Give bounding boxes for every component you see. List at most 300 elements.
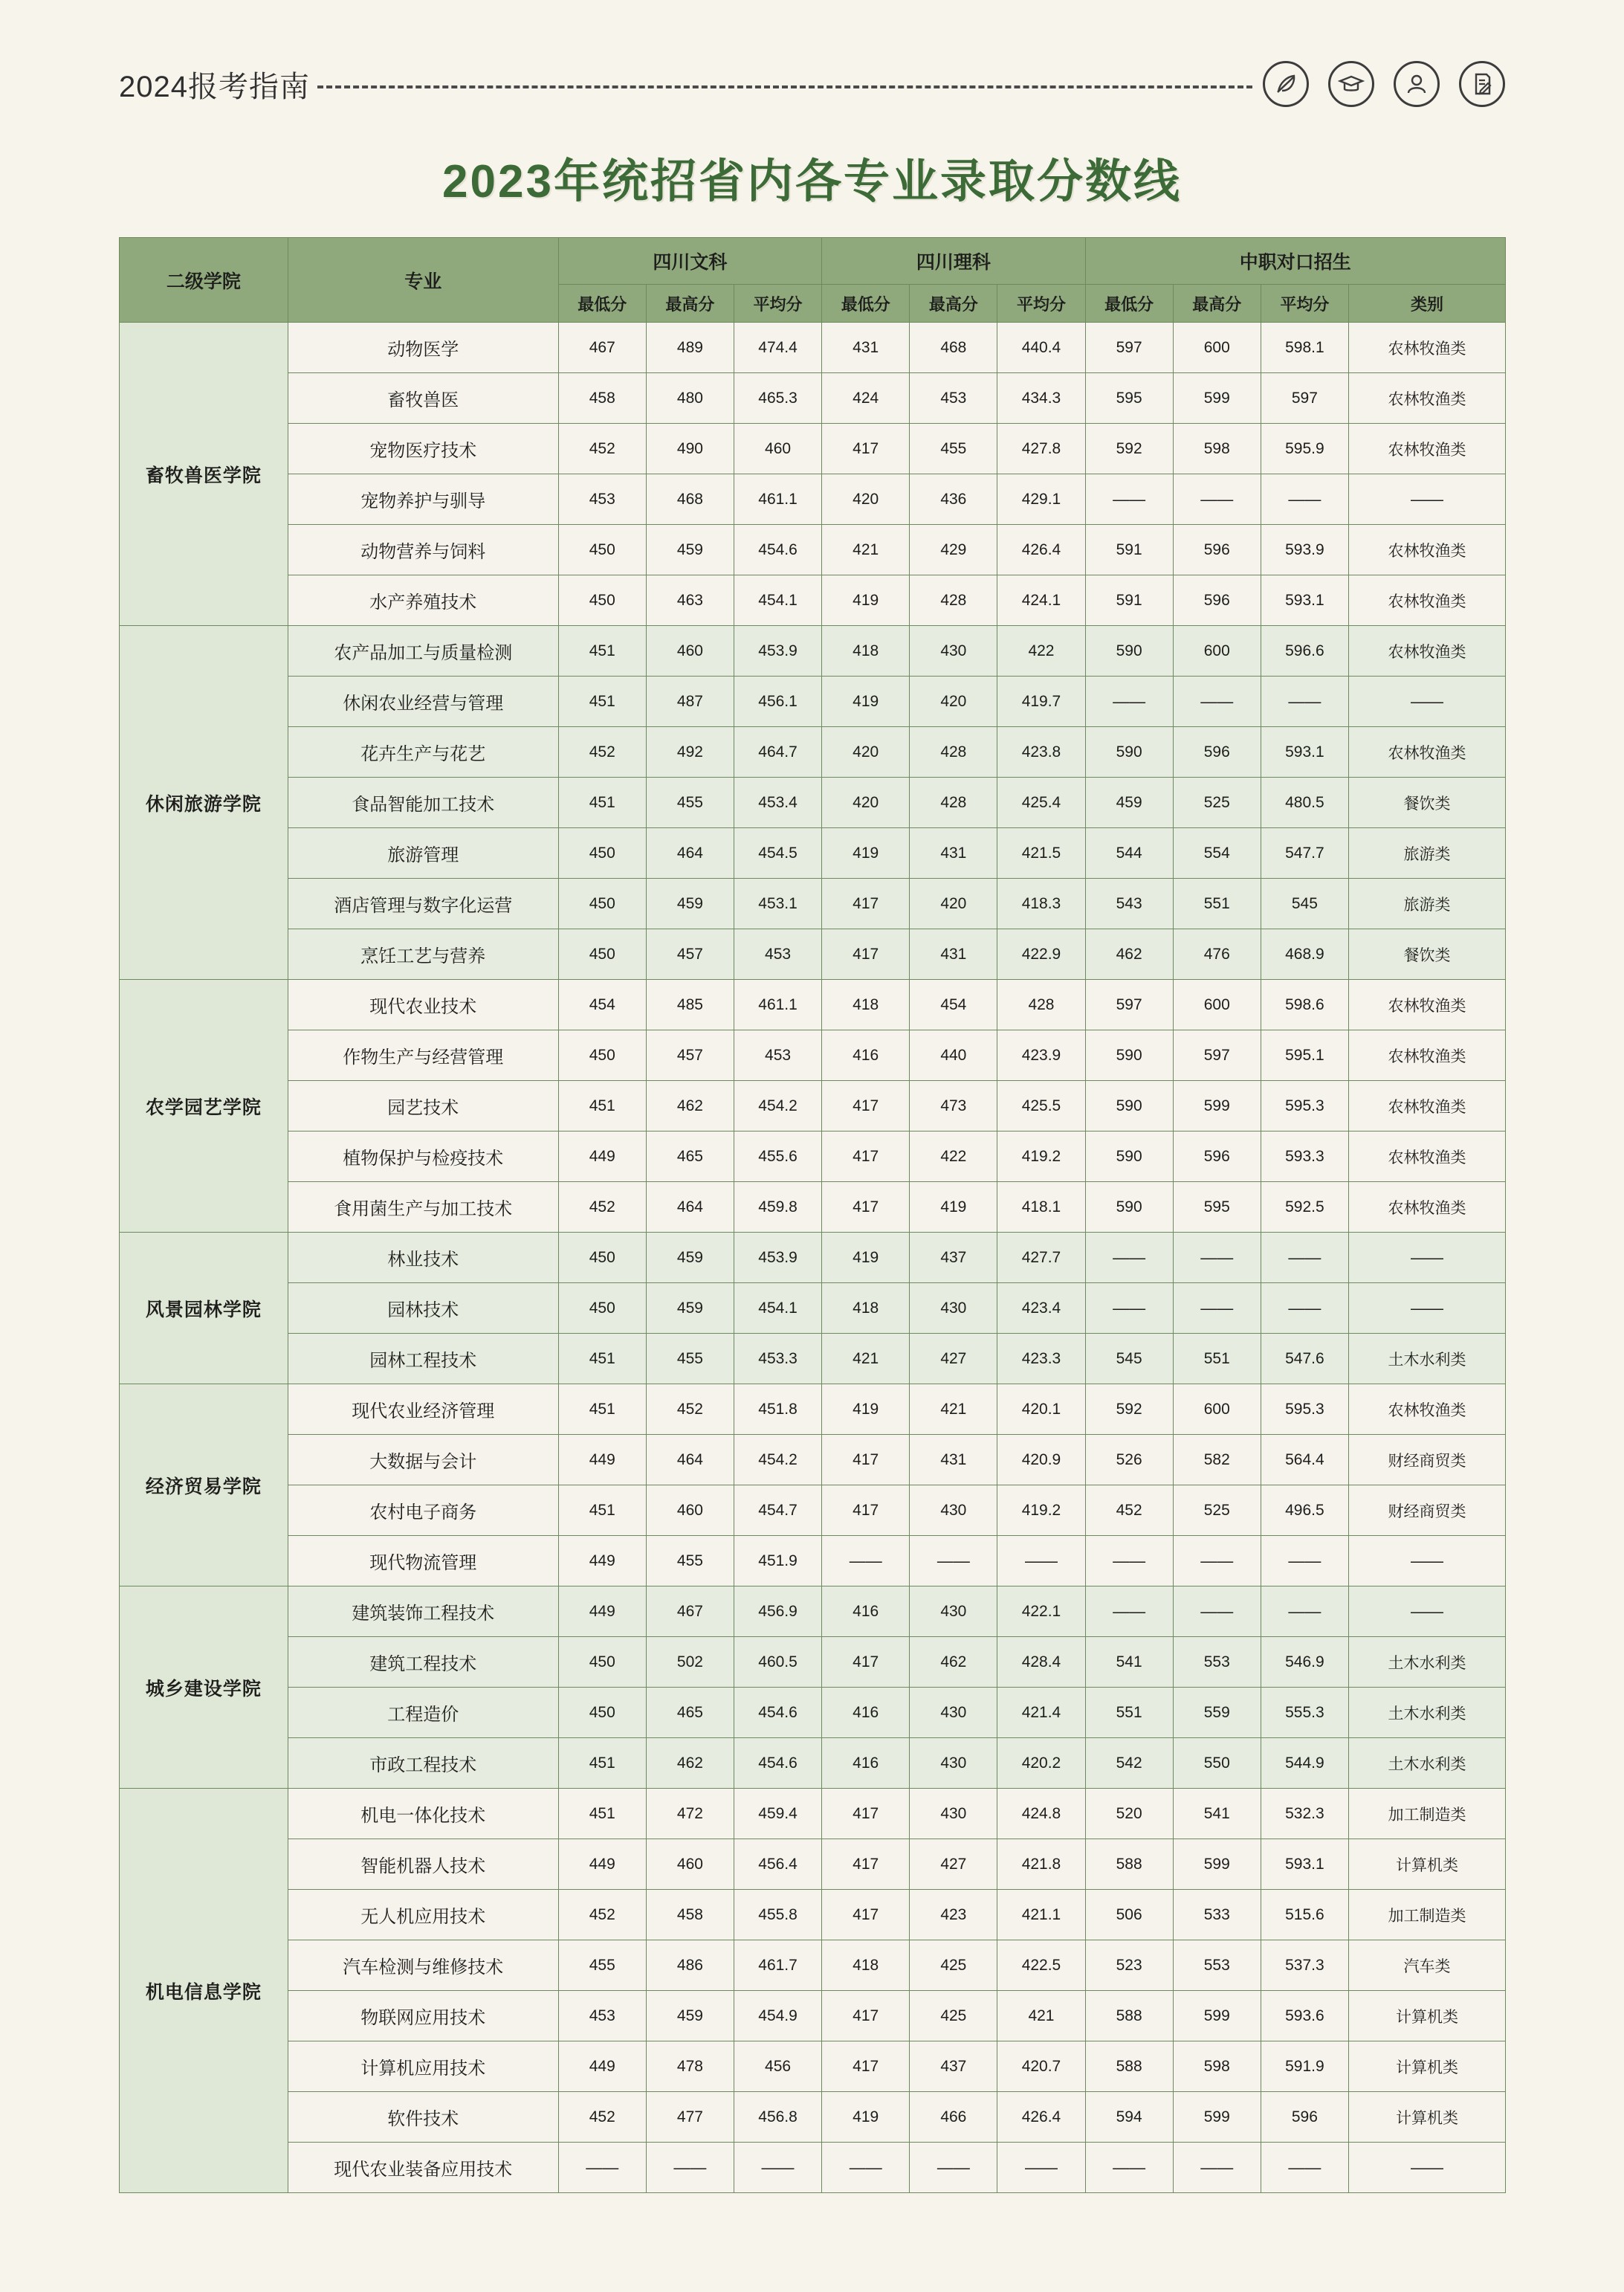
category-cell: 农林牧渔类 (1348, 373, 1505, 424)
zhongzhi-min-cell: —— (1085, 1536, 1173, 1586)
zhongzhi-avg-cell: 591.9 (1261, 2041, 1348, 2092)
zhongzhi-min-cell: 594 (1085, 2092, 1173, 2143)
wenke-avg-cell: 455.6 (734, 1132, 821, 1182)
zhongzhi-max-cell: —— (1173, 1283, 1261, 1334)
wenke-avg-cell: 456.1 (734, 677, 821, 727)
like-max-cell: 422 (910, 1132, 997, 1182)
zhongzhi-max-cell: 476 (1173, 929, 1261, 980)
college-cell: 畜牧兽医学院 (120, 323, 288, 626)
header-title: 2024报考指南 (119, 70, 310, 103)
category-cell: —— (1348, 1536, 1505, 1586)
wenke-avg-cell: 454.2 (734, 1081, 821, 1132)
zhongzhi-max-cell: 596 (1173, 575, 1261, 626)
category-cell: 农林牧渔类 (1348, 424, 1505, 474)
table-row (120, 929, 1506, 980)
table-row (120, 373, 1506, 424)
major-cell: 园林技术 (288, 1283, 558, 1334)
zhongzhi-avg-cell: 593.1 (1261, 575, 1348, 626)
category-cell: 农林牧渔类 (1348, 980, 1505, 1030)
like-min-cell: 417 (822, 1789, 910, 1839)
wenke-max-cell: 465 (646, 1132, 734, 1182)
th-group-like: 四川理科 (822, 238, 1085, 285)
wenke-min-cell: 451 (558, 1081, 646, 1132)
wenke-avg-cell: 460.5 (734, 1637, 821, 1688)
category-cell: 土木水利类 (1348, 1334, 1505, 1384)
wenke-min-cell: 452 (558, 1890, 646, 1940)
college-cell: 机电信息学院 (120, 1789, 288, 2193)
major-cell: 林业技术 (288, 1233, 558, 1283)
wenke-avg-cell: 461.1 (734, 474, 821, 525)
table-row (120, 1688, 1506, 1738)
zhongzhi-max-cell: 596 (1173, 727, 1261, 778)
major-cell: 现代物流管理 (288, 1536, 558, 1586)
wenke-min-cell: 451 (558, 1384, 646, 1435)
th-group-wenke: 四川文科 (558, 238, 821, 285)
like-min-cell: 419 (822, 1384, 910, 1435)
zhongzhi-min-cell: —— (1085, 1283, 1173, 1334)
category-cell: 计算机类 (1348, 1991, 1505, 2041)
wenke-max-cell: 487 (646, 677, 734, 727)
category-cell: —— (1348, 2143, 1505, 2193)
table-row (120, 1839, 1506, 1890)
like-min-cell: —— (822, 2143, 910, 2193)
wenke-avg-cell: 455.8 (734, 1890, 821, 1940)
zhongzhi-avg-cell: 597 (1261, 373, 1348, 424)
wenke-avg-cell: 454.9 (734, 1991, 821, 2041)
wenke-max-cell: 502 (646, 1637, 734, 1688)
wenke-avg-cell: 456.8 (734, 2092, 821, 2143)
like-max-cell: 430 (910, 1283, 997, 1334)
like-min-cell: 418 (822, 1283, 910, 1334)
like-avg-cell: 440.4 (997, 323, 1085, 373)
like-avg-cell: 422.9 (997, 929, 1085, 980)
zhongzhi-avg-cell: 545 (1261, 879, 1348, 929)
like-avg-cell: 421.8 (997, 1839, 1085, 1890)
like-max-cell: 431 (910, 1435, 997, 1485)
category-cell: 农林牧渔类 (1348, 575, 1505, 626)
zhongzhi-min-cell: 591 (1085, 575, 1173, 626)
category-cell: 农林牧渔类 (1348, 727, 1505, 778)
zhongzhi-avg-cell: 547.7 (1261, 828, 1348, 879)
wenke-max-cell: 485 (646, 980, 734, 1030)
zhongzhi-max-cell: 525 (1173, 1485, 1261, 1536)
zhongzhi-min-cell: 506 (1085, 1890, 1173, 1940)
major-cell: 作物生产与经营管理 (288, 1030, 558, 1081)
wenke-avg-cell: 454.7 (734, 1485, 821, 1536)
category-cell: —— (1348, 474, 1505, 525)
wenke-min-cell: 449 (558, 1132, 646, 1182)
major-cell: 汽车检测与维修技术 (288, 1940, 558, 1991)
table-row (120, 1081, 1506, 1132)
graduation-cap-icon (1328, 61, 1374, 107)
like-avg-cell: 429.1 (997, 474, 1085, 525)
like-min-cell: 416 (822, 1030, 910, 1081)
major-cell: 植物保护与检疫技术 (288, 1132, 558, 1182)
like-max-cell: 466 (910, 2092, 997, 2143)
like-max-cell: 430 (910, 1485, 997, 1536)
zhongzhi-min-cell: 590 (1085, 1132, 1173, 1182)
wenke-min-cell: 454 (558, 980, 646, 1030)
zhongzhi-min-cell: 544 (1085, 828, 1173, 879)
table-row (120, 1890, 1506, 1940)
like-min-cell: 417 (822, 1485, 910, 1536)
zhongzhi-min-cell: 542 (1085, 1738, 1173, 1789)
zhongzhi-max-cell: 533 (1173, 1890, 1261, 1940)
zhongzhi-avg-cell: 515.6 (1261, 1890, 1348, 1940)
like-max-cell: 419 (910, 1182, 997, 1233)
zhongzhi-min-cell: 590 (1085, 727, 1173, 778)
zhongzhi-max-cell: 541 (1173, 1789, 1261, 1839)
zhongzhi-avg-cell: 532.3 (1261, 1789, 1348, 1839)
wenke-avg-cell: 456.9 (734, 1586, 821, 1637)
major-cell: 现代农业技术 (288, 980, 558, 1030)
zhongzhi-max-cell: 599 (1173, 1991, 1261, 2041)
zhongzhi-min-cell: 590 (1085, 1081, 1173, 1132)
category-cell: 计算机类 (1348, 2092, 1505, 2143)
like-avg-cell: 420.9 (997, 1435, 1085, 1485)
table-row (120, 1283, 1506, 1334)
zhongzhi-avg-cell: —— (1261, 1283, 1348, 1334)
wenke-min-cell: 451 (558, 1485, 646, 1536)
wenke-min-cell: 449 (558, 1435, 646, 1485)
zhongzhi-max-cell: —— (1173, 1536, 1261, 1586)
like-max-cell: 437 (910, 2041, 997, 2092)
like-min-cell: 417 (822, 424, 910, 474)
wenke-max-cell: 463 (646, 575, 734, 626)
zhongzhi-avg-cell: 468.9 (1261, 929, 1348, 980)
like-avg-cell: 421 (997, 1991, 1085, 2041)
wenke-min-cell: 467 (558, 323, 646, 373)
major-cell: 智能机器人技术 (288, 1839, 558, 1890)
wenke-avg-cell: 453.3 (734, 1334, 821, 1384)
like-avg-cell: 418.1 (997, 1182, 1085, 1233)
like-min-cell: 420 (822, 727, 910, 778)
zhongzhi-max-cell: —— (1173, 2143, 1261, 2193)
like-avg-cell: 423.3 (997, 1334, 1085, 1384)
zhongzhi-min-cell: 543 (1085, 879, 1173, 929)
wenke-min-cell: 450 (558, 1030, 646, 1081)
zhongzhi-max-cell: 595 (1173, 1182, 1261, 1233)
th-zhongzhi-avg: 平均分 (1261, 285, 1348, 323)
zhongzhi-min-cell: 588 (1085, 2041, 1173, 2092)
zhongzhi-avg-cell: 595.1 (1261, 1030, 1348, 1081)
zhongzhi-avg-cell: 593.6 (1261, 1991, 1348, 2041)
zhongzhi-min-cell: —— (1085, 677, 1173, 727)
major-cell: 园林工程技术 (288, 1334, 558, 1384)
like-avg-cell: 424.1 (997, 575, 1085, 626)
wenke-avg-cell: 453 (734, 1030, 821, 1081)
wenke-avg-cell: 459.4 (734, 1789, 821, 1839)
like-max-cell: 430 (910, 626, 997, 677)
zhongzhi-avg-cell: 480.5 (1261, 778, 1348, 828)
wenke-avg-cell: 474.4 (734, 323, 821, 373)
header-icon-group (1263, 61, 1505, 107)
wenke-max-cell: 459 (646, 525, 734, 575)
zhongzhi-min-cell: —— (1085, 1586, 1173, 1637)
wenke-avg-cell: 453.1 (734, 879, 821, 929)
zhongzhi-min-cell: 526 (1085, 1435, 1173, 1485)
wenke-avg-cell: 459.8 (734, 1182, 821, 1233)
zhongzhi-max-cell: 551 (1173, 879, 1261, 929)
table-row (120, 1991, 1506, 2041)
like-avg-cell: 428.4 (997, 1637, 1085, 1688)
major-cell: 烹饪工艺与营养 (288, 929, 558, 980)
wenke-min-cell: 452 (558, 727, 646, 778)
zhongzhi-min-cell: 590 (1085, 1030, 1173, 1081)
major-cell: 宠物养护与驯导 (288, 474, 558, 525)
wenke-min-cell: 450 (558, 575, 646, 626)
major-cell: 软件技术 (288, 2092, 558, 2143)
page-header (119, 0, 1505, 110)
zhongzhi-avg-cell: 595.3 (1261, 1081, 1348, 1132)
like-avg-cell: 419.2 (997, 1485, 1085, 1536)
like-min-cell: 417 (822, 1081, 910, 1132)
zhongzhi-max-cell: 553 (1173, 1637, 1261, 1688)
wenke-min-cell: —— (558, 2143, 646, 2193)
table-row (120, 2143, 1506, 2193)
wenke-avg-cell: 451.9 (734, 1536, 821, 1586)
wenke-min-cell: 450 (558, 525, 646, 575)
table-row (120, 474, 1506, 525)
like-avg-cell: 427.7 (997, 1233, 1085, 1283)
major-cell: 建筑工程技术 (288, 1637, 558, 1688)
leaf-icon (1263, 61, 1309, 107)
wenke-avg-cell: 453.9 (734, 1233, 821, 1283)
zhongzhi-avg-cell: 547.6 (1261, 1334, 1348, 1384)
like-avg-cell: 422.1 (997, 1586, 1085, 1637)
like-avg-cell: 420.1 (997, 1384, 1085, 1435)
zhongzhi-min-cell: 523 (1085, 1940, 1173, 1991)
table-row (120, 2092, 1506, 2143)
like-min-cell: 417 (822, 1839, 910, 1890)
zhongzhi-min-cell: 597 (1085, 323, 1173, 373)
like-avg-cell: 428 (997, 980, 1085, 1030)
wenke-avg-cell: 464.7 (734, 727, 821, 778)
like-max-cell: 425 (910, 1940, 997, 1991)
like-avg-cell: 419.2 (997, 1132, 1085, 1182)
zhongzhi-min-cell: 591 (1085, 525, 1173, 575)
zhongzhi-max-cell: —— (1173, 1233, 1261, 1283)
wenke-max-cell: 459 (646, 879, 734, 929)
wenke-max-cell: 480 (646, 373, 734, 424)
college-cell: 城乡建设学院 (120, 1586, 288, 1789)
wenke-min-cell: 452 (558, 1182, 646, 1233)
like-avg-cell: 425.5 (997, 1081, 1085, 1132)
th-zhongzhi-max: 最高分 (1173, 285, 1261, 323)
th-group-zhongzhi: 中职对口招生 (1085, 238, 1505, 285)
wenke-min-cell: 451 (558, 677, 646, 727)
category-cell: —— (1348, 1233, 1505, 1283)
like-avg-cell: 419.7 (997, 677, 1085, 727)
zhongzhi-avg-cell: 593.9 (1261, 525, 1348, 575)
category-cell: 农林牧渔类 (1348, 1132, 1505, 1182)
zhongzhi-avg-cell: 496.5 (1261, 1485, 1348, 1536)
wenke-avg-cell: 453.4 (734, 778, 821, 828)
zhongzhi-max-cell: 596 (1173, 1132, 1261, 1182)
zhongzhi-avg-cell: —— (1261, 1586, 1348, 1637)
like-min-cell: 417 (822, 1132, 910, 1182)
wenke-max-cell: 490 (646, 424, 734, 474)
wenke-max-cell: —— (646, 2143, 734, 2193)
college-cell: 休闲旅游学院 (120, 626, 288, 980)
wenke-max-cell: 458 (646, 1890, 734, 1940)
category-cell: 财经商贸类 (1348, 1435, 1505, 1485)
like-avg-cell: 423.8 (997, 727, 1085, 778)
like-min-cell: 417 (822, 929, 910, 980)
like-min-cell: 417 (822, 2041, 910, 2092)
wenke-min-cell: 451 (558, 1738, 646, 1789)
table-row (120, 828, 1506, 879)
zhongzhi-min-cell: 588 (1085, 1839, 1173, 1890)
like-min-cell: 419 (822, 575, 910, 626)
major-cell: 畜牧兽医 (288, 373, 558, 424)
table-row (120, 1233, 1506, 1283)
major-cell: 动物营养与饲料 (288, 525, 558, 575)
zhongzhi-max-cell: 554 (1173, 828, 1261, 879)
wenke-avg-cell: 461.7 (734, 1940, 821, 1991)
like-max-cell: —— (910, 2143, 997, 2193)
score-table (119, 237, 1506, 2193)
zhongzhi-avg-cell: —— (1261, 1536, 1348, 1586)
like-avg-cell: 420.7 (997, 2041, 1085, 2092)
zhongzhi-max-cell: 596 (1173, 525, 1261, 575)
like-min-cell: 416 (822, 1738, 910, 1789)
like-avg-cell: 427.8 (997, 424, 1085, 474)
major-cell: 现代农业经济管理 (288, 1384, 558, 1435)
like-min-cell: 419 (822, 2092, 910, 2143)
table-row (120, 323, 1506, 373)
category-cell: 土木水利类 (1348, 1738, 1505, 1789)
th-like-max: 最高分 (910, 285, 997, 323)
like-max-cell: 436 (910, 474, 997, 525)
like-max-cell: 430 (910, 1738, 997, 1789)
zhongzhi-max-cell: 597 (1173, 1030, 1261, 1081)
zhongzhi-avg-cell: 555.3 (1261, 1688, 1348, 1738)
major-cell: 水产养殖技术 (288, 575, 558, 626)
like-avg-cell: 424.8 (997, 1789, 1085, 1839)
major-cell: 旅游管理 (288, 828, 558, 879)
zhongzhi-min-cell: 541 (1085, 1637, 1173, 1688)
th-zhongzhi-min: 最低分 (1085, 285, 1173, 323)
like-avg-cell: 421.1 (997, 1890, 1085, 1940)
table-row (120, 1384, 1506, 1435)
wenke-avg-cell: 460 (734, 424, 821, 474)
wenke-avg-cell: 454.1 (734, 575, 821, 626)
major-cell: 物联网应用技术 (288, 1991, 558, 2041)
wenke-min-cell: 458 (558, 373, 646, 424)
zhongzhi-min-cell: 520 (1085, 1789, 1173, 1839)
like-min-cell: 419 (822, 828, 910, 879)
wenke-max-cell: 455 (646, 778, 734, 828)
document-pen-icon (1459, 61, 1505, 107)
category-cell: 汽车类 (1348, 1940, 1505, 1991)
table-row (120, 525, 1506, 575)
category-cell: 加工制造类 (1348, 1789, 1505, 1839)
major-cell: 动物医学 (288, 323, 558, 373)
wenke-min-cell: 450 (558, 1283, 646, 1334)
category-cell: 餐饮类 (1348, 778, 1505, 828)
like-avg-cell: 434.3 (997, 373, 1085, 424)
like-max-cell: 428 (910, 575, 997, 626)
wenke-avg-cell: 454.6 (734, 525, 821, 575)
page-title: 2023年统招省内各专业录取分数线 (442, 156, 1182, 207)
category-cell: 计算机类 (1348, 2041, 1505, 2092)
table-row (120, 727, 1506, 778)
zhongzhi-min-cell: 462 (1085, 929, 1173, 980)
category-cell: 农林牧渔类 (1348, 1030, 1505, 1081)
zhongzhi-avg-cell: 593.1 (1261, 1839, 1348, 1890)
major-cell: 建筑装饰工程技术 (288, 1586, 558, 1637)
major-cell: 机电一体化技术 (288, 1789, 558, 1839)
zhongzhi-avg-cell: 596.6 (1261, 626, 1348, 677)
like-max-cell: 430 (910, 1586, 997, 1637)
wenke-max-cell: 464 (646, 1182, 734, 1233)
category-cell: 计算机类 (1348, 1839, 1505, 1890)
category-cell: 餐饮类 (1348, 929, 1505, 980)
wenke-min-cell: 450 (558, 1233, 646, 1283)
category-cell: —— (1348, 677, 1505, 727)
wenke-min-cell: 449 (558, 1586, 646, 1637)
major-cell: 农村电子商务 (288, 1485, 558, 1536)
wenke-min-cell: 450 (558, 879, 646, 929)
table-row (120, 1586, 1506, 1637)
wenke-min-cell: 453 (558, 474, 646, 525)
zhongzhi-avg-cell: 598.1 (1261, 323, 1348, 373)
like-max-cell: 420 (910, 879, 997, 929)
like-min-cell: 424 (822, 373, 910, 424)
like-avg-cell: —— (997, 1536, 1085, 1586)
wenke-max-cell: 467 (646, 1586, 734, 1637)
wenke-max-cell: 460 (646, 1839, 734, 1890)
like-min-cell: 418 (822, 1940, 910, 1991)
header-dashed-divider (317, 85, 1252, 88)
table-row (120, 2041, 1506, 2092)
wenke-max-cell: 468 (646, 474, 734, 525)
zhongzhi-min-cell: 597 (1085, 980, 1173, 1030)
wenke-min-cell: 452 (558, 424, 646, 474)
like-avg-cell: 421.4 (997, 1688, 1085, 1738)
major-cell: 宠物医疗技术 (288, 424, 558, 474)
zhongzhi-avg-cell: 595.3 (1261, 1384, 1348, 1435)
like-min-cell: 417 (822, 879, 910, 929)
major-cell: 计算机应用技术 (288, 2041, 558, 2092)
zhongzhi-avg-cell: 537.3 (1261, 1940, 1348, 1991)
table-row (120, 1637, 1506, 1688)
category-cell: 财经商贸类 (1348, 1485, 1505, 1536)
like-max-cell: 455 (910, 424, 997, 474)
category-cell: 土木水利类 (1348, 1688, 1505, 1738)
wenke-max-cell: 460 (646, 1485, 734, 1536)
like-max-cell: 473 (910, 1081, 997, 1132)
table-row (120, 1030, 1506, 1081)
like-min-cell: 417 (822, 1890, 910, 1940)
zhongzhi-max-cell: —— (1173, 474, 1261, 525)
major-cell: 市政工程技术 (288, 1738, 558, 1789)
wenke-max-cell: 492 (646, 727, 734, 778)
like-min-cell: 420 (822, 778, 910, 828)
zhongzhi-min-cell: 452 (1085, 1485, 1173, 1536)
like-max-cell: 421 (910, 1384, 997, 1435)
table-row (120, 575, 1506, 626)
wenke-max-cell: 460 (646, 626, 734, 677)
like-min-cell: 431 (822, 323, 910, 373)
wenke-min-cell: 450 (558, 929, 646, 980)
table-body (120, 323, 1506, 2193)
like-max-cell: 425 (910, 1991, 997, 2041)
like-max-cell: 429 (910, 525, 997, 575)
zhongzhi-avg-cell: 596 (1261, 2092, 1348, 2143)
zhongzhi-max-cell: 600 (1173, 1384, 1261, 1435)
